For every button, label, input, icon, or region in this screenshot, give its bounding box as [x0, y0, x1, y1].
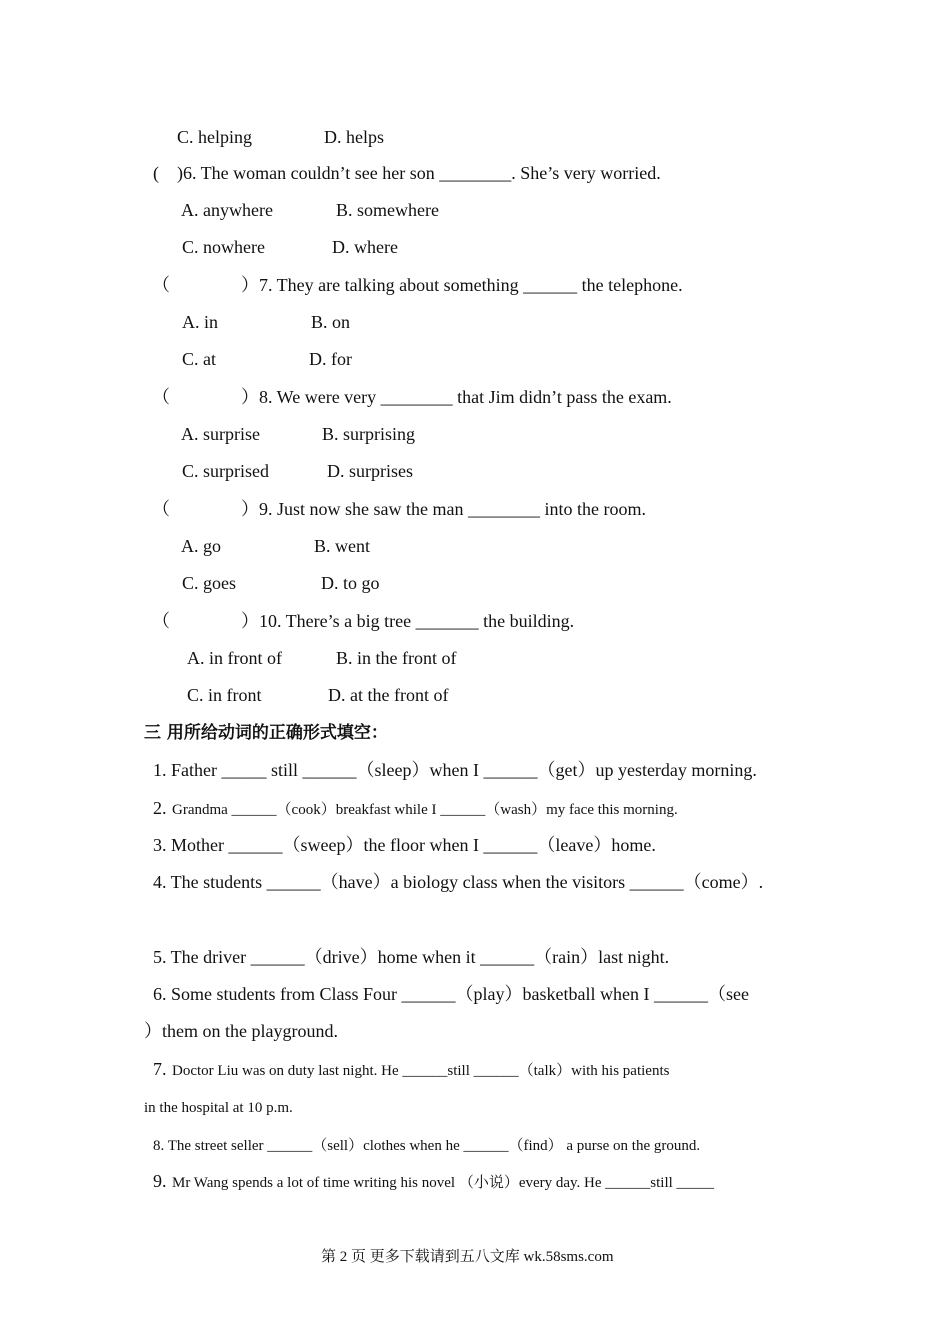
fill-item-7-continued: in the hospital at 10 p.m.: [144, 1100, 293, 1116]
q10-option-c: C. in front: [187, 685, 262, 705]
q10-open-paren: （: [152, 611, 170, 631]
fill-item-1: 1. Father _____ still ______（sleep）when I ______（get）up yesterday morning.: [153, 760, 757, 780]
q9-option-a: A. go: [181, 536, 221, 556]
q10-option-d: D. at the front of: [328, 685, 449, 705]
q7-option-c: C. at: [182, 349, 216, 369]
q7-option-d: D. for: [309, 349, 352, 369]
q7-option-b: B. on: [311, 312, 351, 332]
question-10: ）10. There’s a big tree _______ the building.: [241, 611, 575, 631]
q8-option-c: C. surprised: [182, 461, 269, 481]
page-footer: 第 2 页 更多下载请到五八文库 wk.58sms.com: [321, 1249, 614, 1265]
fill-item-6-continued: ）them on the playground.: [144, 1021, 338, 1041]
q9-open-paren: （: [152, 499, 170, 519]
question-7: ）7. They are talking about something ______ the telephone.: [241, 275, 683, 295]
q8-open-paren: （: [152, 387, 170, 407]
fill-item-3: 3. Mother ______（sweep）the floor when I ______（leave）home.: [153, 835, 656, 855]
fill-item-8: 8. The street seller ______（sell）clothes when he ______（find） a purse on the ground.: [153, 1138, 701, 1154]
question-6: ( )6. The woman couldn’t see her son ________. She’s very worried.: [153, 163, 661, 183]
q6-option-a: A. anywhere: [181, 200, 273, 220]
fill-item-7: Doctor Liu was on duty last night. He ______still ______（talk）with his patients: [172, 1063, 670, 1079]
q6-option-c: C. nowhere: [182, 237, 265, 257]
fill-item-9-number: 9.: [153, 1171, 167, 1191]
q10-option-b: B. in the front of: [336, 648, 457, 668]
question-8: ）8. We were very ________ that Jim didn’t pass the exam.: [241, 387, 672, 407]
q8-option-b: B. surprising: [322, 424, 416, 444]
q10-option-a: A. in front of: [187, 648, 282, 668]
q8-option-a: A. surprise: [181, 424, 260, 444]
q7-open-paren: （: [152, 275, 170, 295]
q7-option-a: A. in: [182, 312, 218, 332]
q6-option-d: D. where: [332, 237, 398, 257]
question-9: ）9. Just now she saw the man ________ into the room.: [241, 499, 646, 519]
q6-option-b: B. somewhere: [336, 200, 439, 220]
section-3-heading: 三 用所给动词的正确形式填空：: [144, 723, 388, 743]
q9-option-c: C. goes: [182, 573, 236, 593]
fill-item-6: 6. Some students from Class Four ______（play）basketball when I ______（see: [153, 984, 749, 1004]
q5-option-c: C. helping: [177, 127, 252, 147]
q9-option-d: D. to go: [321, 573, 380, 593]
q8-option-d: D. surprises: [327, 461, 413, 481]
fill-item-7-number: 7.: [153, 1059, 167, 1079]
q9-option-b: B. went: [314, 536, 370, 556]
fill-item-9: Mr Wang spends a lot of time writing his novel （小说）every day. He ______still _____: [172, 1175, 715, 1191]
fill-item-4: 4. The students ______（have）a biology class when the visitors ______（come）.: [153, 872, 764, 892]
q5-option-d: D. helps: [324, 127, 384, 147]
fill-item-5: 5. The driver ______（drive）home when it ______（rain）last night.: [153, 947, 670, 967]
fill-item-2: Grandma ______（cook）breakfast while I ______（wash）my face this morning.: [172, 802, 678, 818]
fill-item-2-number: 2.: [153, 798, 167, 818]
